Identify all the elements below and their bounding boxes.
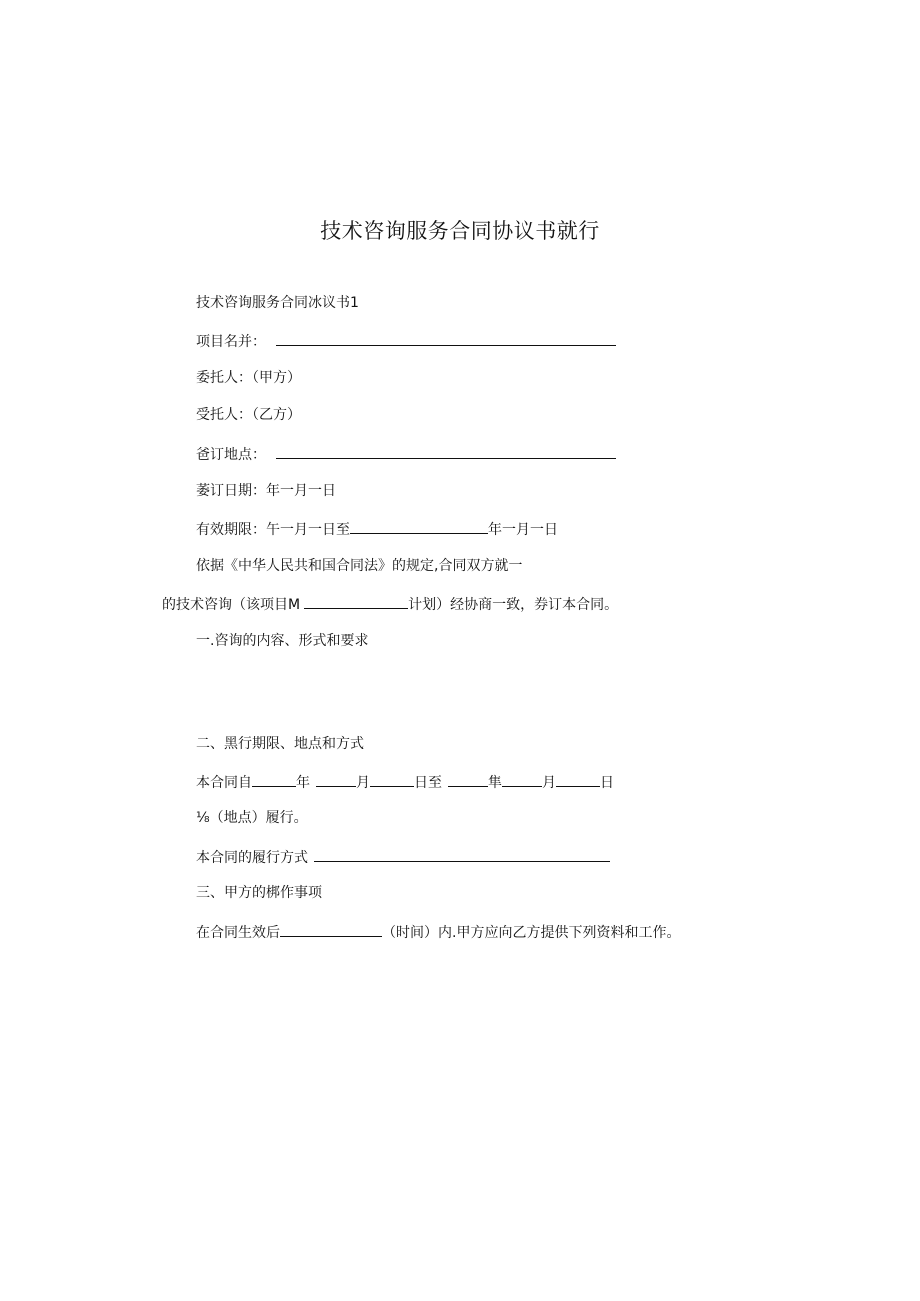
performance-method-label: 本合同的履行方式 — [196, 850, 308, 866]
preamble-line-1: 依据《中华人民共和国合同法》的规定,合同双方就一 — [196, 558, 523, 574]
sign-date-row: 萎订日期：年一月一日 — [196, 483, 336, 499]
start-month-blank — [316, 771, 356, 787]
end-day-label: 日 — [600, 775, 614, 791]
performance-period-row — [196, 771, 614, 793]
start-year-blank — [252, 771, 296, 787]
document-title: 技术咨询服务合同协议书就行 — [320, 219, 600, 243]
sign-place-row — [196, 443, 616, 465]
validity-label: 有效期限： — [196, 522, 266, 538]
project-name-label: 项目名并： — [196, 334, 266, 350]
project-plan-blank — [304, 593, 408, 609]
period-prefix: 本合同自 — [196, 775, 252, 791]
performance-place-row: ⅛（地点）履行。 — [196, 810, 308, 826]
section-3-heading: 三、甲方的梆作事项 — [196, 885, 322, 901]
validity-row — [196, 518, 558, 540]
performance-method-blank — [314, 846, 610, 862]
preamble-line-2 — [162, 593, 618, 615]
obligation-prefix: 在合同生效后 — [196, 925, 280, 941]
sign-place-blank — [276, 443, 616, 459]
performance-method-row — [196, 846, 610, 868]
end-year-blank — [448, 771, 488, 787]
document-subtitle: 技术咨询服务合同冰议书1 — [196, 295, 359, 311]
project-name-row — [196, 330, 616, 352]
end-month-blank — [502, 771, 542, 787]
validity-blank — [350, 518, 488, 534]
start-year-label: 年 — [296, 775, 310, 791]
start-day-label: 日至 — [414, 775, 442, 791]
section-1-heading: 一.咨询的内容、形式和要求 — [196, 633, 369, 649]
preamble-line-2-prefix: 的技术咨询（该项目M — [162, 597, 301, 613]
project-name-blank — [276, 330, 616, 346]
start-day-blank — [370, 771, 414, 787]
party-a-obligation-row — [196, 921, 680, 943]
section-2-heading: 二、黑行期限、地点和方式 — [196, 736, 364, 752]
start-month-label: 月 — [356, 775, 370, 791]
sign-place-label: 爸订地点： — [196, 447, 266, 463]
obligation-time-blank — [280, 921, 382, 937]
end-month-label: 月 — [542, 775, 556, 791]
end-year-label: 隼 — [488, 775, 502, 791]
preamble-line-2-suffix: 计划）经协商一致，券订本合同。 — [408, 597, 619, 613]
validity-end: 年一月一日 — [488, 522, 558, 538]
validity-start: 午一月一日至 — [266, 522, 350, 538]
contractor-row: 受托人：（乙方） — [196, 407, 301, 423]
client-row: 委托人：（甲方） — [196, 370, 301, 386]
end-day-blank — [556, 771, 600, 787]
obligation-suffix: （时间）内.甲方应向乙方提供下列资料和工作。 — [382, 925, 681, 941]
